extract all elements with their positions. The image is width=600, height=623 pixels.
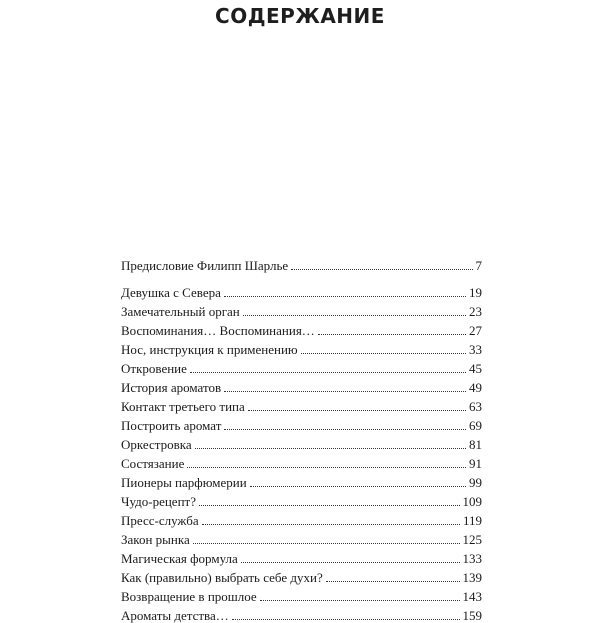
toc-entry-title: Ароматы детства… — [121, 608, 229, 623]
toc-entry — [121, 338, 482, 357]
table-of-contents — [121, 254, 482, 623]
toc-entry-page-number: 91 — [469, 456, 482, 471]
toc-entry-title: Состязание — [121, 456, 185, 471]
toc-dot-leader — [224, 391, 466, 392]
toc-entry — [121, 254, 482, 273]
toc-entry-page-number: 119 — [462, 513, 482, 528]
toc-entry-title: Нос, инструкция к применению — [121, 342, 298, 357]
toc-entry-title: Чудо-рецепт? — [121, 494, 196, 509]
toc-dot-leader — [301, 353, 466, 354]
toc-entry-title: Построить аромат — [121, 418, 222, 433]
toc-entry — [121, 585, 482, 604]
toc-dot-leader — [326, 581, 460, 582]
toc-dot-leader — [224, 296, 466, 297]
toc-entry-page-number: 109 — [462, 494, 482, 509]
toc-entry-page-number: 125 — [462, 532, 482, 547]
toc-entry-title: Предисловие Филипп Шарлье — [121, 258, 289, 273]
toc-entry — [121, 528, 482, 547]
toc-dot-leader — [260, 600, 460, 601]
toc-entry — [121, 376, 482, 395]
toc-entry-page-number: 49 — [469, 380, 482, 395]
toc-entry-title: Замечательный орган — [121, 304, 240, 319]
toc-dot-leader — [248, 410, 466, 411]
toc-entry — [121, 452, 482, 471]
toc-entry-title: Оркестровка — [121, 437, 192, 452]
toc-entry-title: Воспоминания… Воспоминания… — [121, 323, 315, 338]
toc-entry — [121, 490, 482, 509]
toc-entry — [121, 414, 482, 433]
toc-entry-page-number: 143 — [462, 589, 482, 604]
toc-entry-title: Откровение — [121, 361, 187, 376]
toc-dot-leader — [190, 372, 466, 373]
page-title: СОДЕРЖАНИЕ — [215, 4, 385, 28]
toc-entry — [121, 395, 482, 414]
toc-entry — [121, 547, 482, 566]
toc-entry-page-number: 81 — [469, 437, 482, 452]
toc-dot-leader — [224, 429, 466, 430]
toc-entry-page-number: 133 — [462, 551, 482, 566]
toc-entry-page-number: 139 — [462, 570, 482, 585]
toc-entry-title: Пионеры парфюмерии — [121, 475, 247, 490]
toc-entry — [121, 281, 482, 300]
toc-dot-leader — [187, 467, 466, 468]
toc-dot-leader — [250, 486, 466, 487]
toc-entry-title: Контакт третьего типа — [121, 399, 245, 414]
toc-entry — [121, 357, 482, 376]
toc-dot-leader — [193, 543, 460, 544]
toc-entry-title: История ароматов — [121, 380, 222, 395]
toc-entry-page-number: 7 — [475, 258, 482, 273]
toc-dot-leader — [232, 619, 460, 620]
toc-entry-page-number: 19 — [469, 285, 482, 300]
toc-dot-leader — [291, 269, 472, 270]
toc-entry-page-number: 23 — [469, 304, 482, 319]
toc-entry-title: Как (правильно) выбрать себе духи? — [121, 570, 323, 585]
toc-entry-title: Закон рынка — [121, 532, 190, 547]
toc-entry — [121, 300, 482, 319]
toc-entry-title: Возвращение в прошлое — [121, 589, 257, 604]
toc-dot-leader — [318, 334, 466, 335]
toc-entry — [121, 471, 482, 490]
toc-entry-title: Магическая формула — [121, 551, 238, 566]
toc-entry — [121, 509, 482, 528]
toc-entry-page-number: 27 — [469, 323, 482, 338]
toc-entry-page-number: 45 — [469, 361, 482, 376]
toc-entry-page-number: 33 — [469, 342, 482, 357]
toc-entry — [121, 433, 482, 452]
toc-dot-leader — [243, 315, 466, 316]
toc-entry-page-number: 159 — [462, 608, 482, 623]
toc-entry-page-number: 69 — [469, 418, 482, 433]
toc-entry — [121, 319, 482, 338]
toc-entry-title: Девушка с Севера — [121, 285, 221, 300]
toc-entry — [121, 604, 482, 623]
toc-entry-title: Пресс-служба — [121, 513, 199, 528]
toc-entry-page-number: 63 — [469, 399, 482, 414]
toc-dot-leader — [202, 524, 460, 525]
toc-dot-leader — [199, 505, 460, 506]
toc-dot-leader — [241, 562, 460, 563]
toc-entry-page-number: 99 — [469, 475, 482, 490]
toc-dot-leader — [195, 448, 466, 449]
toc-entry — [121, 566, 482, 585]
